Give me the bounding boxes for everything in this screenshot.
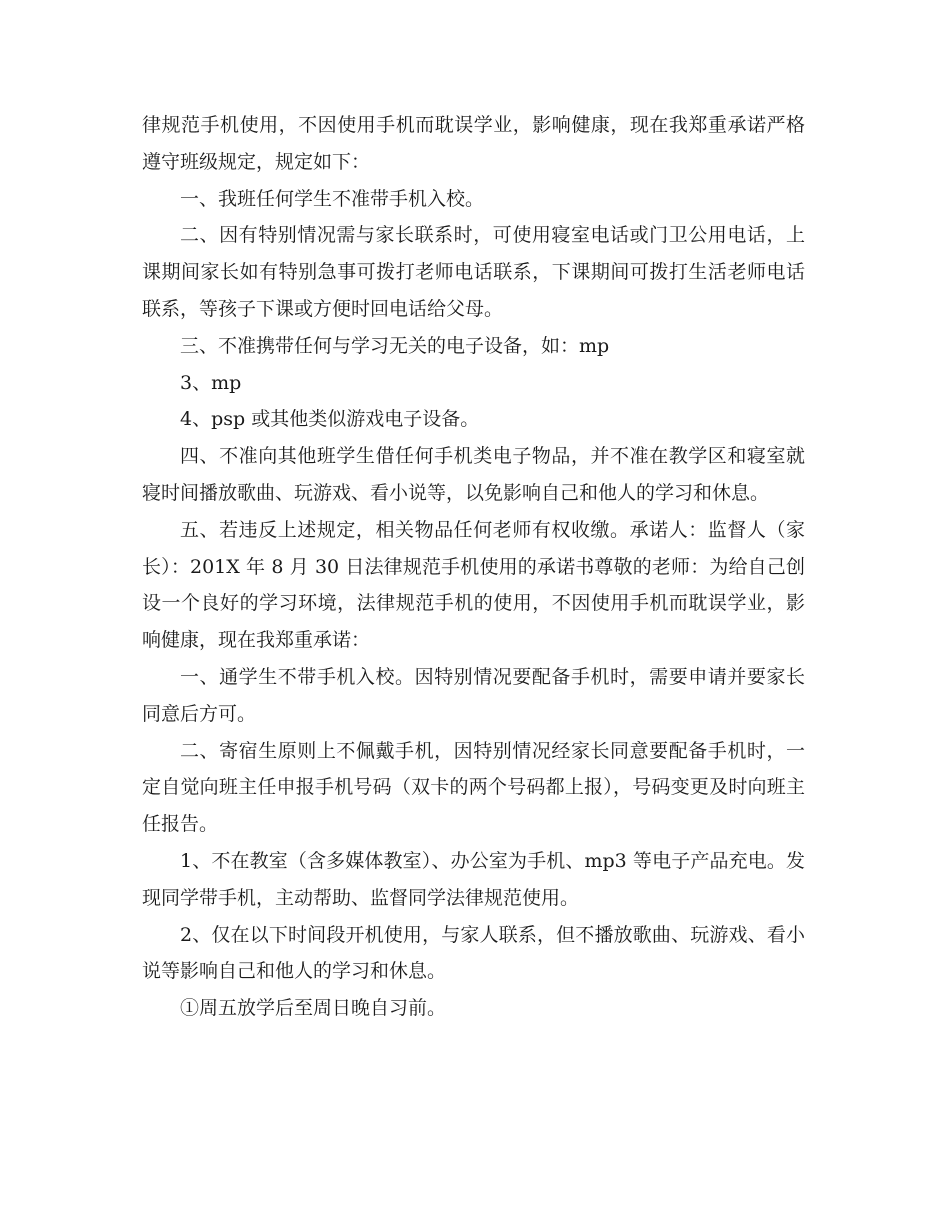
paragraph: 二、因有特别情况需与家长联系时，可使用寝室电话或门卫公用电话，上课期间家长如有特别急事可拨打老师电话联系，下课期间可拨打生活老师电话联系，等孩子下课或方便时回电话给父母。 bbox=[142, 224, 805, 320]
document-body bbox=[142, 107, 805, 1027]
paragraph: 4、psp 或其他类似游戏电子设备。 bbox=[180, 408, 480, 431]
paragraph: 五、若违反上述规定，相关物品任何老师有权收缴。承诺人：监督人（家长）：201X 年 8 月 30 日法律规范手机使用的承诺书尊敬的老师：为给自己创设一个良好的学习环境，法律规范手机的使用，不因使用手机而耽误学业，影响健康，现在我郑重承诺： bbox=[142, 518, 805, 652]
paragraph: 一、我班任何学生不准带手机入校。 bbox=[180, 187, 485, 210]
paragraph: 3、mp bbox=[180, 371, 242, 394]
paragraph: ①周五放学后至周日晚自习前。 bbox=[180, 997, 447, 1020]
paragraph: 四、不准向其他班学生借任何手机类电子物品，并不准在教学区和寝室就寝时间播放歌曲、玩游戏、看小说等，以免影响自己和他人的学习和休息。 bbox=[142, 445, 805, 504]
paragraph: 二、寄宿生原则上不佩戴手机，因特别情况经家长同意要配备手机时，一定自觉向班主任申报手机号码（双卡的两个号码都上报），号码变更及时向班主任报告。 bbox=[142, 739, 805, 836]
paragraph: 律规范手机使用，不因使用手机而耽误学业，影响健康，现在我郑重承诺严格遵守班级规定，规定如下： bbox=[142, 114, 805, 173]
paragraph: 2、仅在以下时间段开机使用，与家人联系，但不播放歌曲、玩游戏、看小说等影响自己和他人的学习和休息。 bbox=[142, 923, 805, 983]
paragraph: 1、不在教室（含多媒体教室）、办公室为手机、mp3 等电子产品充电。发现同学带手机，主动帮助、监督同学法律规范使用。 bbox=[142, 849, 805, 909]
paragraph: 三、不准携带任何与学习无关的电子设备，如：mp bbox=[180, 334, 610, 357]
paragraph: 一、通学生不带手机入校。因特别情况要配备手机时，需要申请并要家长同意后方可。 bbox=[142, 665, 805, 725]
